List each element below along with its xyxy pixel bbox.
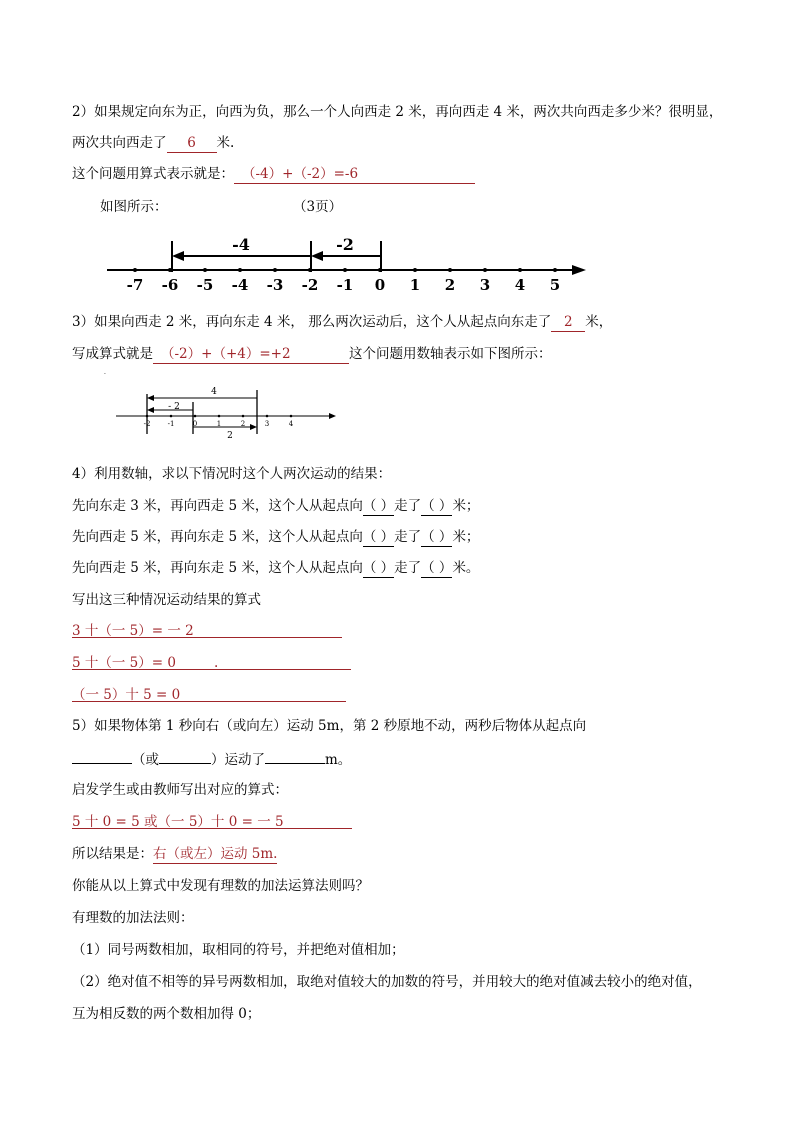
p5-moved: ）运动了: [211, 752, 265, 768]
case-1-direction-blank[interactable]: （ ）: [362, 498, 395, 514]
expression-answer: （-4）+（-2）=-6: [234, 165, 475, 184]
problem-5-formula-underline: [72, 828, 352, 829]
problem-3-text: 3）如果向西走 2 米，再向东走 4 米， 那么两次运动后，这个人从起点向东走了: [72, 314, 552, 330]
formula-label: 写出这三种情况运动结果的算式: [72, 592, 261, 608]
problem-5-result: [72, 845, 277, 864]
expression-label: 这个问题用算式表示就是：: [72, 166, 234, 182]
formula-1-underline: [72, 637, 342, 638]
tick-dot: [146, 415, 149, 418]
tick-label: 3: [479, 276, 491, 294]
tick-dot: [203, 268, 207, 272]
tick-label: -2: [143, 420, 151, 428]
case-1-distance-blank[interactable]: （ ）: [421, 498, 453, 514]
case-2-direction-blank[interactable]: （ ）: [362, 529, 395, 545]
tick-dot: [308, 268, 312, 272]
tick-dot: [343, 268, 347, 272]
rule-3: 互为相反数的两个数相加得 0；: [72, 1006, 261, 1022]
problem-3-line-1: [72, 313, 612, 332]
case-2-walked: 走了: [394, 529, 422, 545]
axis2-arrowhead: [329, 413, 336, 419]
arrow-neg2-head: [311, 251, 323, 261]
tick-dot: [218, 415, 221, 418]
problem-2-text-b: 两次共向西走了: [72, 135, 167, 151]
tick-dot: [266, 415, 269, 418]
stray-mark: ·: [104, 371, 106, 378]
problem-5-line-1: 5）如果物体第 1 秒向右（或向左）运动 5m，第 2 秒原地不动，两秒后物体从起点向: [72, 718, 587, 734]
rules-question: 你能从以上算式中发现有理数的加法运算法则吗？: [72, 878, 369, 894]
tick-label: 5: [549, 276, 561, 294]
tick-label: -5: [196, 276, 214, 294]
tick-dot: [168, 268, 172, 272]
problem-2-line-1: [72, 103, 722, 121]
tick-label: -1: [167, 420, 175, 428]
tick-label: -6: [161, 276, 179, 294]
tick-dot: [448, 268, 452, 272]
problem-5-prompt: 启发学生或由教师写出对应的算式：: [72, 782, 288, 798]
tick-dot: [413, 268, 417, 272]
tick-label: 0: [192, 420, 198, 428]
arrow-label-neg4: -4: [232, 235, 250, 254]
page-reference: （3页）: [293, 199, 343, 215]
tick-label: 4: [514, 276, 526, 294]
tick-dot: [290, 415, 293, 418]
problem-2-unit: 米.: [216, 135, 235, 151]
problem-3-text-b: 写成算式就是: [72, 346, 153, 362]
arrow2-top-head: [147, 395, 154, 401]
tick-label: 1: [216, 420, 222, 428]
problem-3-unit: 米，: [585, 314, 613, 330]
tick-dot: [170, 415, 173, 418]
rule-2: （2）绝对值不相等的异号两数相加，取绝对值较大的加数的符号，并用较大的绝对值减去较小的绝对值，: [72, 974, 702, 990]
problem-3-answer: 2: [551, 313, 585, 332]
tick-dot: [378, 268, 382, 272]
p5-direction-blank[interactable]: [72, 749, 132, 764]
result-answer: 右（或左）运动 5m.: [153, 846, 278, 862]
problem-3-expression: （-2）+（+4）=+2: [153, 345, 349, 364]
case-3: [72, 559, 479, 578]
tick-dot: [483, 268, 487, 272]
case-3-distance-blank[interactable]: （ ）: [421, 560, 453, 576]
tick-dot: [242, 415, 245, 418]
tick-label: -7: [126, 276, 144, 294]
case-1-text: 先向东走 3 米，再向西走 5 米，这个人从起点向: [72, 498, 363, 514]
formula-2-underline: [72, 669, 351, 670]
case-3-walked: 走了: [394, 560, 422, 576]
axis2-label-bottom: 2: [227, 431, 233, 441]
case-2-unit: 米；: [452, 529, 480, 545]
arrow2-bottom-head: [250, 424, 257, 430]
tick-label: 2: [444, 276, 456, 294]
p5-or-open: （或: [132, 752, 159, 768]
tick-dot: [194, 415, 197, 418]
problem-5-formula: 5 十 0 = 5 或（一 5）十 0 = 一 5: [72, 814, 284, 830]
tick-label: 4: [288, 420, 294, 428]
tick-label: -2: [301, 276, 319, 294]
tick-label: -1: [336, 276, 354, 294]
formula-2-dot: .: [213, 655, 219, 671]
tick-label: -4: [231, 276, 249, 294]
case-1: [72, 497, 479, 516]
p5-alt-direction-blank[interactable]: [159, 749, 211, 764]
tick-dot: [553, 268, 557, 272]
case-2-distance-blank[interactable]: （ ）: [421, 529, 453, 545]
arrow-label-neg2: -2: [336, 235, 354, 254]
axis2-label-mid: - 2: [168, 402, 180, 412]
problem-3-line-2: [72, 345, 552, 364]
case-1-unit: 米；: [452, 498, 480, 514]
case-3-unit: 米。: [452, 560, 480, 576]
problem-2-text: 2）如果规定向东为正，向西为负，那么一个人向西走 2 米，再向西走 4 米，两次共向西走多少米？很明显，: [72, 104, 723, 120]
problem-4-intro: 4）利用数轴，求以下情况时这个人两次运动的结果：: [72, 466, 392, 482]
rule-1: （1）同号两数相加，取相同的符号，并把绝对值相加；: [72, 942, 405, 958]
p5-distance-blank[interactable]: [265, 749, 325, 764]
result-label: 所以结果是：: [72, 846, 153, 862]
number-line-2: [104, 371, 344, 442]
arrow2-mid-head: [147, 407, 154, 413]
problem-5-line-2: [72, 749, 351, 769]
problem-2-expression-line: [72, 165, 475, 184]
problem-2-answer: 6: [167, 134, 217, 153]
tick-label: 2: [240, 420, 246, 428]
axis-arrowhead: [572, 265, 586, 275]
p5-unit: m。: [325, 752, 352, 768]
tick-label: 1: [409, 276, 421, 294]
figure-label: 如图所示：: [100, 199, 168, 215]
formula-1: 3 十（一 5）= 一 2: [72, 623, 194, 639]
case-2: [72, 528, 479, 547]
tick-label: 3: [264, 420, 270, 428]
tick-dot: [133, 268, 137, 272]
case-2-text: 先向西走 5 米，再向东走 5 米，这个人从起点向: [72, 529, 363, 545]
case-3-text: 先向西走 5 米，再向东走 5 米，这个人从起点向: [72, 560, 363, 576]
axis2-label-top: 4: [211, 387, 217, 397]
formula-3: （一 5）十 5 = 0: [72, 687, 181, 703]
rules-title: 有理数的加法法则：: [72, 910, 194, 926]
formula-2-text: 5 十（一 5）= 0: [72, 655, 176, 671]
tick-label: -3: [266, 276, 284, 294]
formula-3-underline: [72, 701, 346, 702]
tick-label: 0: [374, 276, 386, 294]
problem-2-line-2: [72, 134, 234, 153]
number-line-1: [100, 232, 600, 298]
tick-dot: [273, 268, 277, 272]
case-3-direction-blank[interactable]: （ ）: [362, 560, 395, 576]
tick-dot: [238, 268, 242, 272]
problem-3-text-c: 这个问题用数轴表示如下图所示：: [349, 346, 552, 362]
arrow-neg4-head: [172, 251, 184, 261]
case-1-walked: 走了: [394, 498, 422, 514]
tick-dot: [518, 268, 522, 272]
